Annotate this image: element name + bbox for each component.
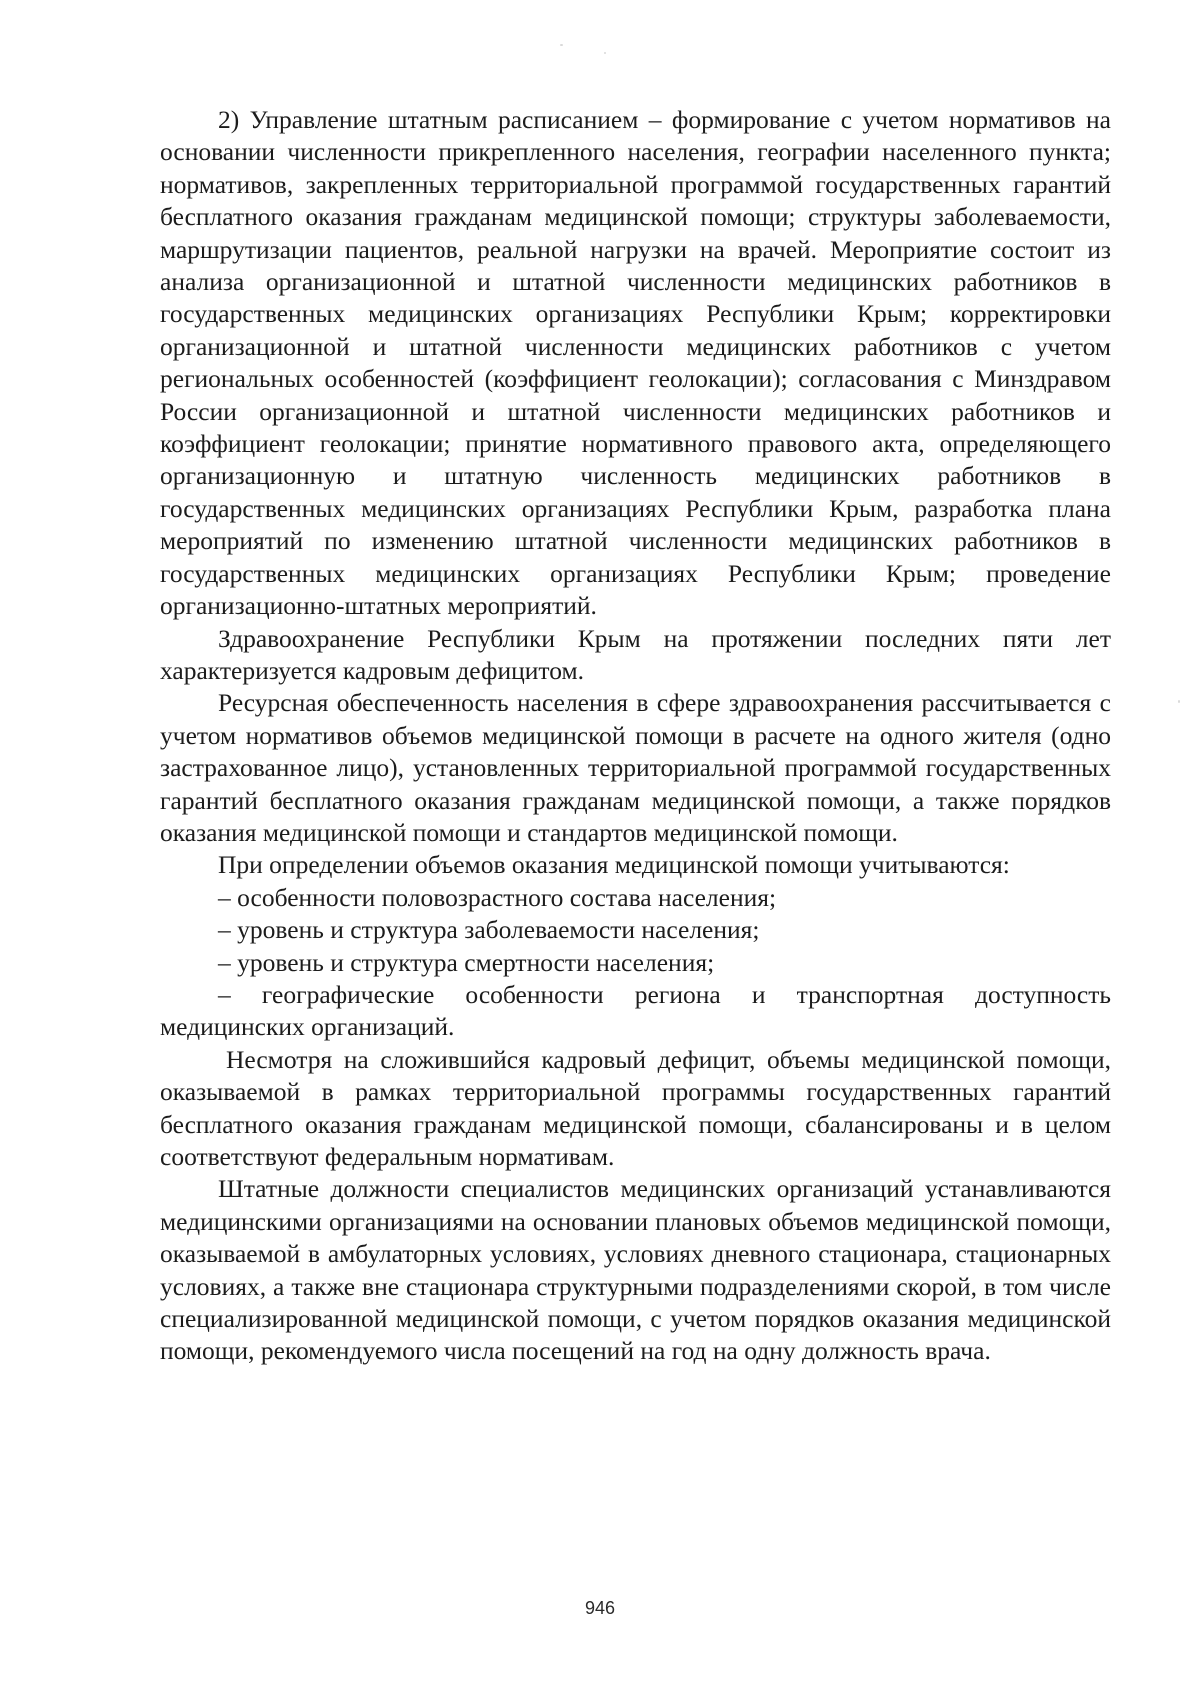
paragraph-staff-shortage: Здравоохранение Республики Крым на протяжении последних пяти лет характеризуется кадровым дефицитом.	[160, 623, 1111, 685]
paragraph-volume-factors-intro: При определении объемов оказания медицинской помощи учитываются:	[218, 850, 1010, 880]
page-number: 946	[584, 1598, 616, 1618]
list-item-mortality: – уровень и структура смертности населения;	[218, 947, 715, 977]
paragraph-resource-provision: Ресурсная обеспеченность населения в сфере здравоохранения рассчитывается с учетом нормативов объемов медицинской помощи в расчете на одного жителя (одно застрахованное лицо), установленных территориальной программой государственных гарантий бесплатного оказания гражданам медицинской помощи, а также порядков оказания медицинской помощи и стандартов медицинской помощи.	[160, 688, 1111, 847]
paragraph-balanced-volumes: Несмотря на сложившийся кадровый дефицит, объемы медицинской помощи, оказываемой в рамках территориальной программы государственных гарантий бесплатного оказания гражданам медицинской помощи, сбалансированы и в целом соответствуют федеральным нормативам.	[160, 1044, 1111, 1171]
paragraph-staffing-management: 2) Управление штатным расписанием – формирование с учетом нормативов на основании численности прикрепленного населения, географии населенного пункта; нормативов, закрепленных территориальной программой государственных гарантий бесплатного оказания гражданам медицинской помощи; структуры заболеваемости, маршрутизации пациентов, реальной нагрузки на врачей. Мероприятие состоит из анализа организационной и штатной численности медицинских работников в государственных медицинских организациях Республики Крым; корректировки организационной и штатной численности медицинских работников с учетом региональных особенностей (коэффициент геолокации); согласования с Минздравом России организационной и штатной численности медицинских работников и коэффициент геолокации; принятие нормативного правового акта, определяющего организационную и штатную численность медицинских работников в государственных медицинских организациях Республики Крым, разработка плана мероприятий по изменению штатной численности медицинских работников в государственных медицинских организациях Республики Крым; проведение организационно-штатных мероприятий.	[160, 105, 1111, 621]
scan-speck	[560, 44, 563, 46]
list-item-age-sex-structure: – особенности половозрастного состава населения;	[218, 882, 777, 912]
list-item-geography-transport: – географические особенности региона и транспортная доступность медицинских организаций.	[160, 979, 1111, 1042]
scan-speck	[604, 52, 606, 54]
document-body	[160, 104, 1111, 1368]
scan-speck	[1178, 700, 1180, 703]
paragraph-staff-positions: Штатные должности специалистов медицинских организаций устанавливаются медицинскими организациями на основании плановых объемов медицинской помощи, оказываемой в амбулаторных условиях, условиях дневного стационара, стационарных условиях, а также вне стационара структурными подразделениями скорой, в том числе специализированной медицинской помощи, с учетом порядков оказания медицинской помощи, рекомендуемого числа посещений на год на одну должность врача.	[160, 1174, 1111, 1366]
list-item-morbidity: – уровень и структура заболеваемости населения;	[218, 915, 760, 945]
